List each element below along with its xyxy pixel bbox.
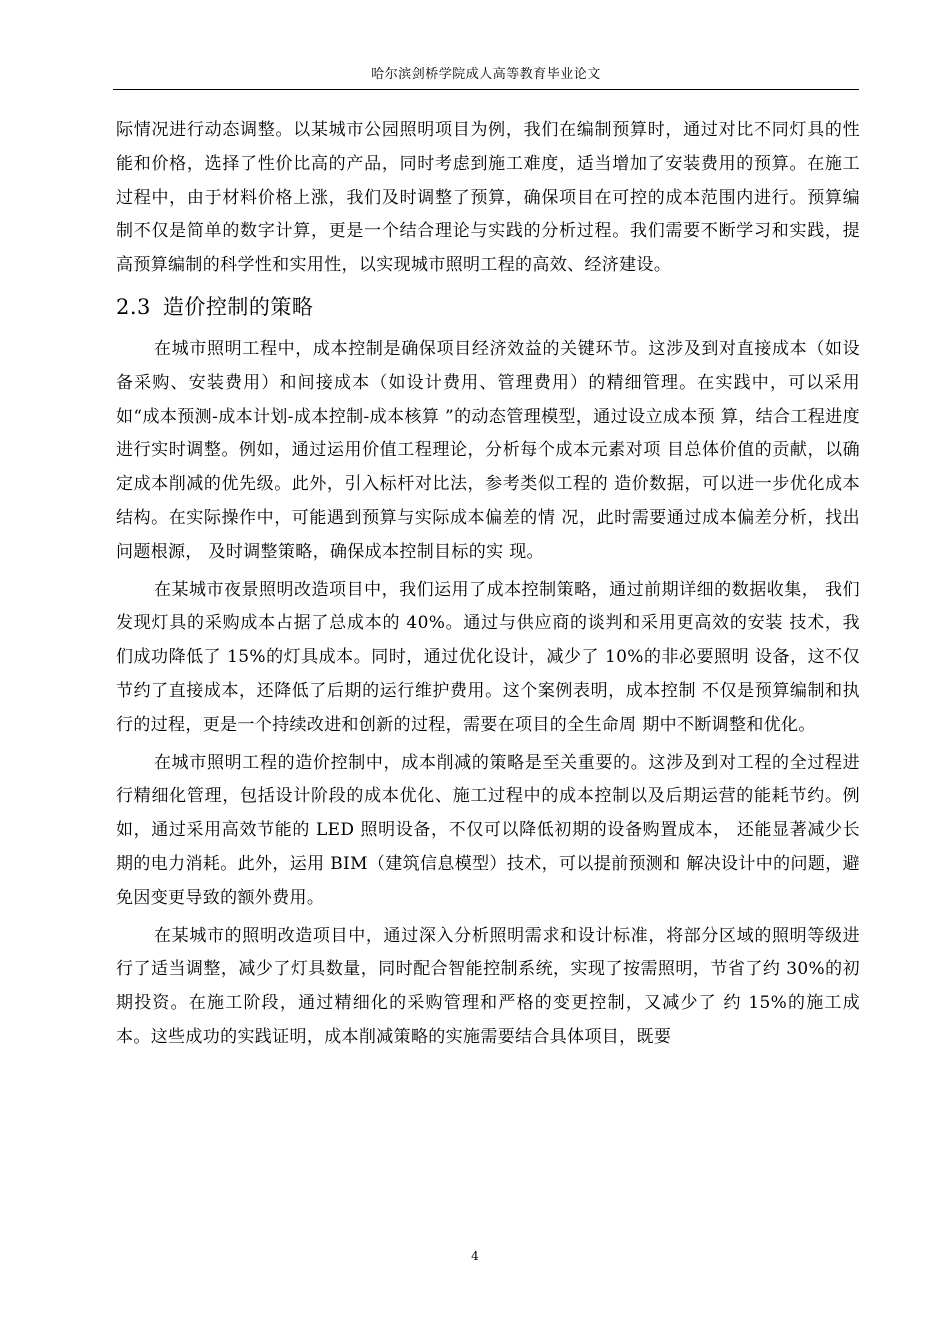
running-header: 哈尔滨剑桥学院成人高等教育毕业论文 bbox=[371, 67, 601, 82]
continuation-paragraph: 际情况进行动态调整。以某城市公园照明项目为例，我们在编制预算时，通过对比不同灯具的性能和价格，选择了性价比高的产品，同时考虑到施工难度，适当增加了安装费用的预算。在施工过程中，由于材料价格上涨，我们及时调整了预算，确保项目在可控的成本范围内进行。预算编制不仅是简单的数字计算，更是一个结合理论与实践的分析过程。我们需要不断学习和实践，提高预算编制的科学性和实用性，以实现城市照明工程的高效、经济建设。 bbox=[116, 120, 860, 276]
page-body bbox=[116, 114, 860, 1059]
section-number: 2.3 bbox=[116, 294, 151, 319]
paragraph-night-lighting-case: 在某城市夜景照明改造项目中，我们运用了成本控制策略，通过前期详细的数据收集， 我们发现灯具的采购成本占据了总成本的 40%。通过与供应商的谈判和采用更高效的安装 技术，我们成功降低了 15%的灯具成本。同时，通过优化设计，减少了 10%的非必要照明 设备，这不仅节约了直接成本，还降低了后期的运行维护费用。这个案例表明，成本控制 不仅是预算编制和执行的过程，更是一个持续改进和创新的过程，需要在项目的全生命周 期中不断调整和优化。 bbox=[116, 579, 860, 735]
paragraph-cost-control: 在城市照明工程中，成本控制是确保项目经济效益的关键环节。这涉及到对直接成本（如设备采购、安装费用）和间接成本（如设计费用、管理费用）的精细管理。在实践中，可以采用如“成本预测-成本计划-成本控制-成本核算 ”的动态管理模型，通过设立成本预 算，结合工程进度进行实时调整。例如，通过运用价值工程理论，分析每个成本元素对项 目总体价值的贡献，以确定成本削减的优先级。此外，引入标杆对比法，参考类似工程的 造价数据，可以进一步优化成本结构。在实际操作中，可能遇到预算与实际成本偏差的情 况，此时需要通过成本偏差分析，找出问题根源， 及时调整策略，确保成本控制目标的实 现。 bbox=[116, 338, 860, 562]
header-rule bbox=[113, 89, 859, 90]
section-heading bbox=[116, 287, 860, 327]
paragraph-renovation-case: 在某城市的照明改造项目中，通过深入分析照明需求和设计标准，将部分区域的照明等级进行了适当调整，减少了灯具数量，同时配合智能控制系统，实现了按需照明，节省了约 30%的初期投资。在施工阶段，通过精细化的采购管理和严格的变更控制，又减少了 约 15%的施工成本。这些成功的实践证明，成本削减策略的实施需要结合具体项目，既要 bbox=[116, 925, 860, 1047]
page-number: 4 bbox=[471, 1249, 479, 1263]
paragraph-cost-reduction: 在城市照明工程的造价控制中，成本削减的策略是至关重要的。这涉及到对工程的全过程进行精细化管理，包括设计阶段的成本优化、施工过程中的成本控制以及后期运营的能耗节约。例如，通过采用高效节能的 LED 照明设备，不仅可以降低初期的设备购置成本， 还能显著减少长期的电力消耗。此外，运用 BIM（建筑信息模型）技术，可以提前预测和 解决设计中的问题，避免因变更导致的额外费用。 bbox=[116, 752, 860, 908]
section-title: 造价控制的策略 bbox=[162, 294, 314, 319]
